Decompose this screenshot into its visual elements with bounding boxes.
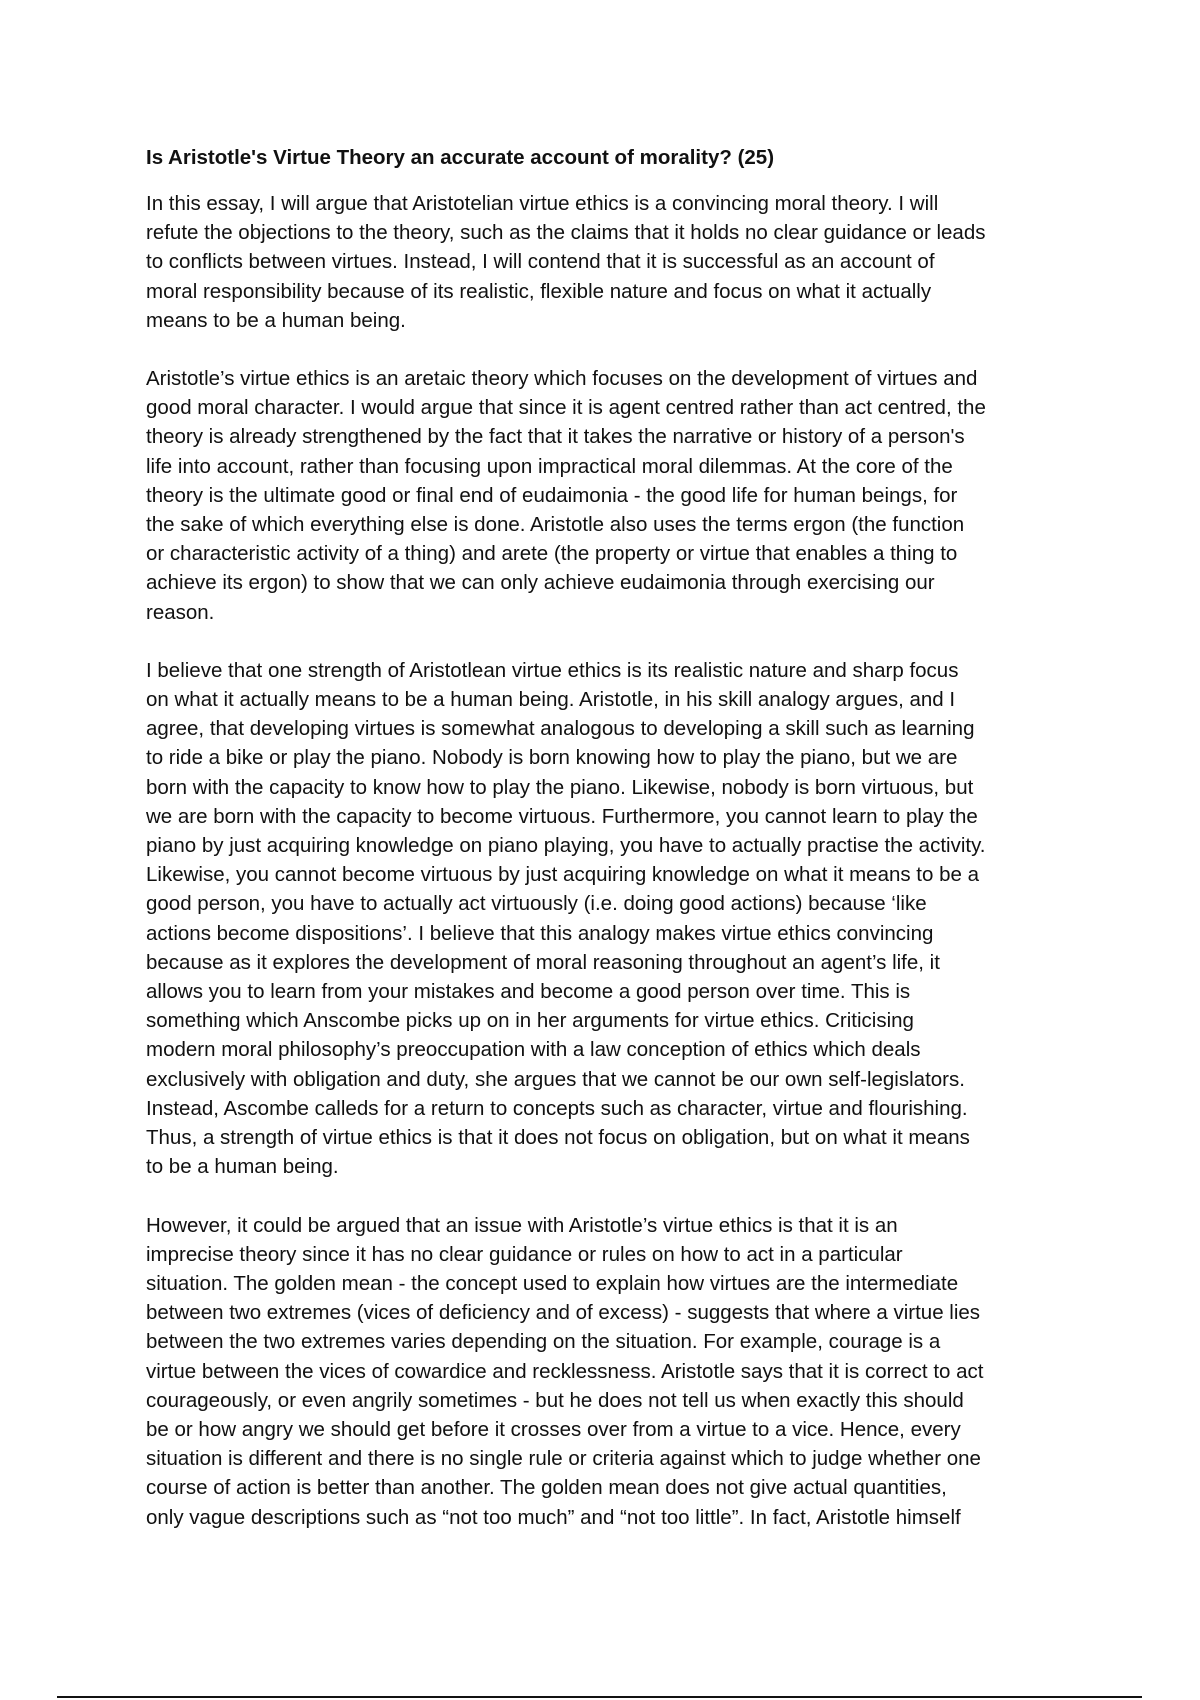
paragraph-line: piano by just acquiring knowledge on piano playing, you have to actually practise the activity. (146, 834, 986, 858)
paragraph-list (146, 189, 1076, 1532)
paragraph-line: the sake of which everything else is done. Aristotle also uses the terms ergon (the function (146, 513, 965, 537)
paragraph-line: In this essay, I will argue that Aristotelian virtue ethics is a convincing moral theory. I will (146, 192, 939, 215)
paragraph-line: Aristotle’s virtue ethics is an aretaic theory which focuses on the development of virtues and (146, 367, 978, 391)
paragraph-line: we are born with the capacity to become virtuous. Furthermore, you cannot learn to play the (146, 804, 978, 828)
paragraph-line: something which Anscombe picks up on in her arguments for virtue ethics. Criticising (146, 1009, 914, 1033)
paragraph-line: allows you to learn from your mistakes and become a good person over time. This is (146, 980, 911, 1004)
paragraph-line: virtue between the vices of cowardice and recklessness. Aristotle says that it is correct to act (146, 1359, 984, 1383)
paragraph-line: means to be a human being. (146, 308, 406, 332)
paragraph-line: good moral character. I would argue that since it is agent centred rather than act centred, the (146, 396, 986, 420)
paragraph-line: or characteristic activity of a thing) and arete (the property or virtue that enables a thing to (146, 542, 958, 566)
paragraph-line: to conflicts between virtues. Instead, I will contend that it is successful as an account of (146, 250, 935, 274)
paragraph-line: life into account, rather than focusing upon impractical moral dilemmas. At the core of the (146, 454, 953, 478)
paragraph-line: exclusively with obligation and duty, she argues that we cannot be our own self-legislators. (146, 1067, 965, 1091)
paragraph-line: Likewise, you cannot become virtuous by just acquiring knowledge on what it means to be a (146, 863, 980, 887)
paragraph-line: agree, that developing virtues is somewhat analogous to developing a skill such as learning (146, 717, 975, 741)
paragraph-line: course of action is better than another. The golden mean does not give actual quantities, (146, 1476, 947, 1500)
paragraph-4 (146, 1211, 1076, 1532)
paragraph-line: imprecise theory since it has no clear guidance or rules on how to act in a particular (146, 1242, 903, 1266)
paragraph-line: between the two extremes varies depending on the situation. For example, courage is a (146, 1330, 941, 1354)
paragraph-line: reason. (146, 600, 215, 624)
paragraph-line: born with the capacity to know how to play the piano. Likewise, nobody is born virtuous, but (146, 775, 974, 799)
paragraph-line: on what it actually means to be a human being. Aristotle, in his skill analogy argues, and I (146, 688, 956, 712)
paragraph-line: moral responsibility because of its realistic, flexible nature and focus on what it actually (146, 279, 932, 303)
paragraph-line: situation. The golden mean - the concept used to explain how virtues are the intermediate (146, 1271, 959, 1295)
paragraph-line: be or how angry we should get before it crosses over from a virtue to a vice. Hence, every (146, 1417, 961, 1441)
paragraph-line: between two extremes (vices of deficiency and of excess) - suggests that where a virtue lies (146, 1301, 981, 1325)
paragraph-line: Instead, Ascombe calleds for a return to concepts such as character, virtue and flourishing. (146, 1096, 968, 1120)
paragraph-3 (146, 656, 1076, 1182)
paragraph-line: because as it explores the development of moral reasoning throughout an agent’s life, it (146, 950, 940, 974)
paragraph-line: to ride a bike or play the piano. Nobody is born knowing how to play the piano, but we are (146, 746, 958, 770)
paragraph-line: theory is already strengthened by the fact that it takes the narrative or history of a person's (146, 425, 965, 449)
paragraph-line: Thus, a strength of virtue ethics is that it does not focus on obligation, but on what it means (146, 1126, 970, 1150)
essay-body (146, 143, 1076, 1561)
paragraph-line: theory is the ultimate good or final end of eudaimonia - the good life for human beings, for (146, 483, 958, 507)
paragraph-line: only vague descriptions such as “not too much” and “not too little”. In fact, Aristotle himself (146, 1505, 961, 1529)
paragraph-line: actions become dispositions’. I believe that this analogy makes virtue ethics convincing (146, 921, 934, 945)
paragraph-1 (146, 189, 1076, 335)
paragraph-line: modern moral philosophy’s preoccupation with a law conception of ethics which deals (146, 1038, 921, 1062)
paragraph-line: achieve its ergon) to show that we can only achieve eudaimonia through exercising our (146, 571, 935, 595)
paragraph-line: good person, you have to actually act virtuously (i.e. doing good actions) because ‘like (146, 892, 927, 916)
paragraph-line: However, it could be argued that an issue with Aristotle’s virtue ethics is that it is an (146, 1213, 898, 1237)
paragraph-line: situation is different and there is no single rule or criteria against which to judge whether one (146, 1447, 981, 1471)
essay-title: Is Aristotle's Virtue Theory an accurate account of morality? (25) (146, 146, 775, 169)
paragraph-line: I believe that one strength of Aristotlean virtue ethics is its realistic nature and sharp focus (146, 658, 959, 682)
paragraph-2 (146, 364, 1076, 627)
paragraph-line: courageously, or even angrily sometimes - but he does not tell us when exactly this should (146, 1388, 964, 1412)
paragraph-line: to be a human being. (146, 1155, 339, 1179)
page-bottom-rule (57, 1696, 1142, 1698)
paragraph-line: refute the objections to the theory, such as the claims that it holds no clear guidance or leads (146, 221, 986, 245)
